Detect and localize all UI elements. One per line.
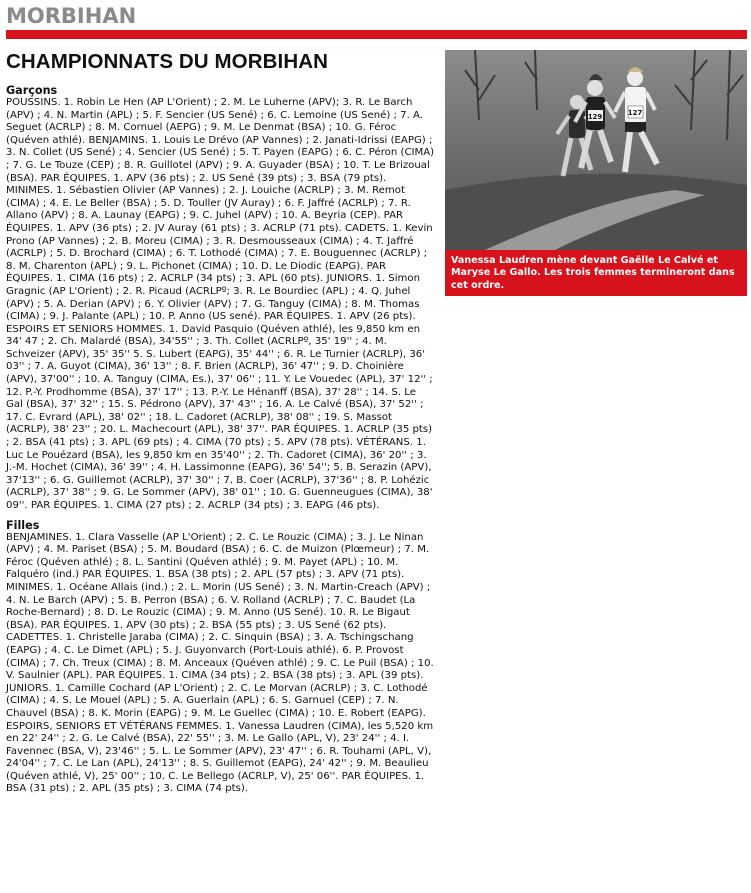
photo-caption: Vanessa Laudren mène devant Gaëlle Le Calvé et Maryse Le Gallo. Les trois femmes termineront dans cet ordre. [445,250,747,296]
runners-photo-illustration [445,50,747,250]
section-divider [6,30,747,39]
boys-heading: Garçons [6,84,58,97]
photo-block [445,50,747,296]
bib-number: 127 [627,109,643,117]
page-title: CHAMPIONNATS DU MORBIHAN [6,50,329,73]
bib-number: 129 [587,113,603,121]
girls-results: BENJAMINES. 1. Clara Vasselle (AP L'Orient) ; 2. C. Le Rouzic (CIMA) ; 3. J. Le Ninan (APV) ; 4. M. Pariset (BSA) ; 5. M. Boudard (BSA) ; 6. C. de Muizon (Plœmeur) ; 7. M. Féroc (Quéven athlé) ; 8. L. Santini (Quéven athlé) ; 9. M. Payet (APL) ; 10. M. Falquéro (ind.) PAR ÉQUIPES. 1. BSA (38 pts) ; 2. APL (57 pts) ; 3. APV (71 pts). MINIMES. 1. Océane Allais (ind.) ; 2. L. Morin (US Sené) ; 3. N. Martin-Creach (APV) ; 4. N. Le Barch (APV) ; 5. B. Perron (BSA) ; 6. V. Rolland (ACRLP) ; 7. C. Baudet (La Roche-Bernard) ; 8. D. Le Rouzic (CIMA) ; 9. M. Anno (US Sené). 10. R. Le Bigaut (BSA). PAR ÉQUIPES. 1. APV (30 pts) ; 2. BSA (55 pts) ; 3. US Sené (62 pts). CADETTES. 1. Christelle Jaraba (CIMA) ; 2. C. Sinquin (BSA) ; 3. A. Tschingschang (EAPG) ; 4. C. Le Dimet (APL) ; 5. J. Guyonvarch (Port-Louis athlé). 6. P. Provost (CIMA) ; 7. Ch. Treux (CIMA) ; 8. M. Anceaux (Quéven athlé) ; 9. C. Le Puil (BSA) ; 10. V. Saulnier (APL). PAR ÉQUIPES. 1. CIMA (34 pts) ; 2. BSA (38 pts) ; 3. APL (39 pts). JUNIORS. 1. Camille Cochard (AP L'Orient) ; 2. C. Le Morvan (ACRLP) ; 3. C. Lothodé (CIMA) ; 4. S. Le Mouel (APL) ; 5. A. Guerlain (APL) ; 6. S. Garnuel (CEP) ; 7. N. Chauvel (BSA) ; 8. K. Morin (EAPG) ; 9. M. Le Guellec (CIMA) ; 10. E. Robert (EAPG). ESPOIRS, SENIORS ET VÉTÉRANS FEMMES. 1. Vanessa Laudren (CIMA), les 5,520 km en 22' 24'' ; 2. G. Le Calvé (BSA), 22' 55'' ; 3. M. Le Gallo (APL, V), 23' 24'' ; 4. I. Favennec (BSA, V), 23'46'' ; 5. L. Le Sommer (APV), 23' 47'' ; 6. R. Touhami (APL, V), 24'04'' ; 7. C. Le Lan (APL), 24'13'' ; 8. S. Guillemot (EAPG), 24' 42'' ; 9. M. Beaulieu (Quéven athlé, V), 25' 00'' ; 10. C. Le Bellego (ACRLP, V), 25' 06''. PAR ÉQUIPES. 1. BSA (31 pts) ; 2. APL (35 pts) ; 3. CIMA (74 pts). [6,531,434,795]
section-label: MORBIHAN [6,4,137,28]
runners-photo [445,50,747,250]
boys-results: POUSSINS. 1. Robin Le Hen (AP L'Orient) ; 2. M. Le Luherne (APV); 3. R. Le Barch (APV) ; 4. N. Martin (APL) ; 5. F. Sencier (US Sené) ; 6. C. Lemoine (US Sené) ; 7. A. Seguet (ACRLP) ; 8. M. Cornuel (AEPG) ; 9. M. Le Denmat (BSA) ; 10. G. Féroc (Quéven athlé). BENJAMINS. 1. Louis Le Drévo (AP Vannes) ; 2. Janati-Idrissi (EAPG) ; 3. N. Collet (US Sené) ; 4. Sencier (US Sené) ; 5. T. Payen (EAPG) ; 6. C. Péron (CIMA) ; 7. G. Le Touze (CEP) ; 8. R. Guillotel (APV) ; 9. A. Guyader (BSA) ; 10. T. Le Brizoual (BSA). PAR ÉQUIPES. 1. APV (36 pts) ; 2. US Sené (39 pts) ; 3. BSA (79 pts). MINIMES. 1. Sébastien Olivier (AP Vannes) ; 2. J. Louiche (ACRLP) ; 3. M. Remot (CIMA) ; 4. E. Le Beller (BSA) ; 5. D. Touller (JV Auray) ; 6. F. Jaffré (ACRLP) ; 7. R. Allano (APV) ; 8. A. Launay (EAPG) ; 9. C. Juhel (APV) ; 10. A. Beyria (CEP). PAR ÉQUIPES. 1. APV (36 pts) ; 2. JV Auray (61 pts) ; 3. ACRLP (71 pts). CADETS. 1. Kevin Prono (AP Vannes) ; 2. B. Moreu (CIMA) ; 3. R. Desmousseaux (CIMA) ; 4. T. Jaffré (ACRLP) ; 5. D. Brochard (CIMA) ; 6. T. Lothodé (CIMA) ; 7. E. Bouguennec (ACRLP) ; 8. M. Charenton (APL) ; 9. L. Pichonet (CIMA) ; 10. D. Le Diodic (EAPG). PAR ÉQUIPES. 1. CIMA (16 pts) ; 2. ACRLP (34 pts) ; 3. APL (60 pts). JUNIORS. 1. Simon Gragnic (AP L'Orient) ; 2. R. Picaud (ACRLPº; 3. R. Le Bourdiec (APL) ; 4. Q. Juhel (APV) ; 5. A. Derian (APV) ; 6. Y. Olivier (APV) ; 7. G. Tanguy (CIMA) ; 8. M. Thomas (CIMA) ; 9. J. Palante (APL) ; 10. P. Anno (US sené). PAR ÉQUIPES. 1. APV (26 pts). ESPOIRS ET SENIORS HOMMES. 1. David Pasquio (Quéven athlé), les 9,850 km en 34' 47 ; 2. Ch. Malardé (BSA), 34'55'' ; 3. Th. Collet (ACRLPº, 35' 19'' ; 4. M. Schveizer (APV), 35' 35'' 5. S. Lubert (EAPG), 35' 44'' ; 6. R. Le Turnier (ACRLP), 36' 03'' ; 7. A. Guyot (CIMA), 36' 13'' ; 8. F. Brien (ACRLP), 36' 47'' ; 9. D. Choinière (APV), 37'00'' ; 10. A. Tanguy (CIMA, Es.), 37' 06'' ; 11. Y. Le Vouedec (APL), 37' 12'' ; 12. P.-Y. Prodhomme (BSA), 37' 17'' ; 13. P.-Y. Le Hénanff (BSA), 37' 28'' ; 14. S. Le Gal (BSA), 37' 32'' ; 15. S. Pédrono (APV), 37' 43'' ; 16. A. Le Calvé (BSA), 37' 52'' ; 17. C. Evrard (APL), 38' 02'' ; 18. L. Cadoret (ACRLP), 38' 08'' ; 19. S. Massot (ACRLP), 38' 23'' ; 20. L. Machecourt (APL), 38' 37''. PAR ÉQUIPES. 1. ACRLP (35 pts) ; 2. BSA (41 pts) ; 3. APL (69 pts) ; 4. CIMA (70 pts) ; 5. APV (78 pts). VÉTÉRANS. 1. Luc Le Pouézard (BSA), les 9,850 km en 35'40'' ; 2. Th. Cadoret (CIMA), 36' 20'' ; 3. J.-M. Hochet (CIMA), 36' 39'' ; 4. H. Lassimonne (EAPG), 36' 54''; 5. B. Serazin (APV), 37'13'' ; 6. G. Guillemot (ACRLP), 37' 30'' ; 7. B. Coer (ACRLP), 37'36'' ; 8. P. Lohézic (ACRLP), 37' 38'' ; 9. G. Le Sommer (APV), 38' 01'' ; 10. G. Guenneugues (CIMA), 38' 09''. PAR ÉQUIPES. 1. CIMA (27 pts) ; 2. ACRLP (34 pts) ; 3. EAPG (46 pts). [6,97,435,511]
article-body [6,84,436,796]
girls-heading: Filles [6,518,40,532]
